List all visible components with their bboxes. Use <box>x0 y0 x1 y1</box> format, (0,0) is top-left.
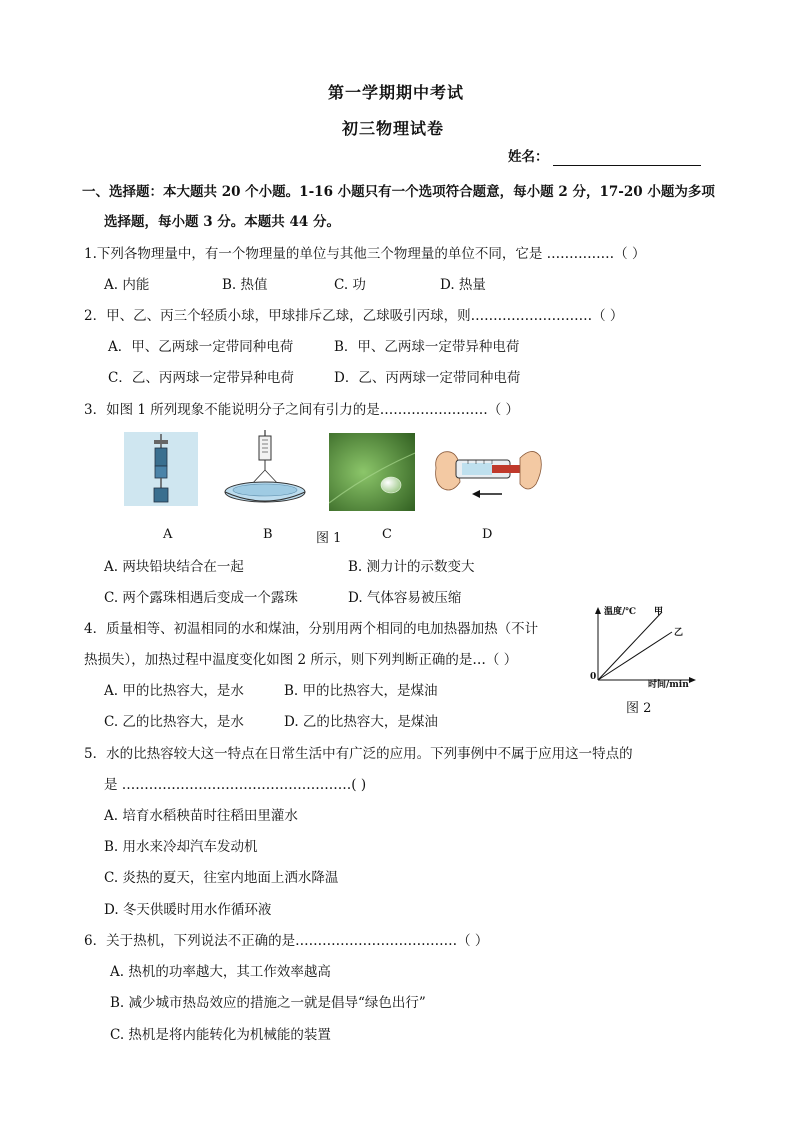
q6-option-c[interactable]: C. 热机是将内能转化为机械能的装置 <box>110 1027 331 1043</box>
section-heading-line1: 一、选择题：本大题共 20 个小题。1-16 小题只有一个选项符合题意，每小题 2 分，17-20 小题为多项 <box>82 184 715 200</box>
q2-option-d[interactable]: D．乙、丙两球一定带同种电荷 <box>334 370 521 386</box>
q1-option-b[interactable]: B. 热值 <box>222 277 268 293</box>
name-field[interactable] <box>508 148 701 166</box>
q3-stem: 3．如图 1 所列现象不能说明分子之间有引力的是……………………（ ） <box>84 402 520 418</box>
q3-figure-label-c: C <box>382 527 392 542</box>
q3-figure-d <box>432 438 544 506</box>
exam-subtitle: 初三物理试卷 <box>342 119 445 138</box>
line-yi <box>598 632 672 680</box>
q5-option-d[interactable]: D. 冬天供暖时用水作循环液 <box>104 902 272 918</box>
y-axis-arrow-icon <box>595 607 601 614</box>
q4-stem-line2: 热损失），加热过程中温度变化如图 2 所示，则下列判断正确的是…（ ） <box>84 652 518 668</box>
name-blank-line[interactable] <box>553 151 701 166</box>
q2-stem: 2．甲、乙、丙三个轻质小球，甲球排斥乙球，乙球吸引丙球，则………………………（ ） <box>84 308 624 324</box>
q4-option-a[interactable]: A. 甲的比热容大，是水 <box>104 683 244 699</box>
line-jia <box>598 612 662 680</box>
q4-graph-series-jia: 甲 <box>654 607 664 617</box>
x-axis-arrow-icon <box>689 677 696 683</box>
q6-stem: 6．关于热机，下列说法不正确的是………………………………（ ） <box>84 933 489 949</box>
q5-option-c[interactable]: C. 炎热的夏天，往室内地面上洒水降温 <box>104 870 339 886</box>
q4-graph-y-label: 温度/℃ <box>604 607 637 617</box>
q1-option-d[interactable]: D. 热量 <box>440 277 486 293</box>
q4-graph-series-yi: 乙 <box>674 628 684 638</box>
q3-option-b[interactable]: B. 测力计的示数变大 <box>348 559 475 575</box>
q4-graph-origin: 0 <box>590 672 597 682</box>
q4-option-c[interactable]: C. 乙的比热容大，是水 <box>104 714 244 730</box>
section-heading-line2: 选择题，每小题 3 分。本题共 44 分。 <box>104 214 340 230</box>
q4-graph-x-label: 时间/min <box>648 680 689 690</box>
q3-figure-c <box>329 433 415 511</box>
q2-option-a[interactable]: A．甲、乙两球一定带同种电荷 <box>108 339 294 355</box>
q3-option-c[interactable]: C. 两个露珠相遇后变成一个露珠 <box>104 590 298 606</box>
q4-option-b[interactable]: B. 甲的比热容大，是煤油 <box>284 683 438 699</box>
q3-figure-b <box>220 430 310 510</box>
q6-option-a[interactable]: A. 热机的功率越大，其工作效率越高 <box>110 964 331 980</box>
q3-figure-caption: 图 1 <box>316 531 342 546</box>
q1-option-a[interactable]: A. 内能 <box>104 277 150 293</box>
q3-figure-label-a: A <box>163 527 173 542</box>
q3-figure-label-b: B <box>263 527 273 542</box>
q3-figure-a <box>124 432 198 506</box>
q5-stem-line1: 5．水的比热容较大这一特点在日常生活中有广泛的应用。下列事例中不属于应用这一特点的 <box>84 746 633 762</box>
q4-stem-line1: 4．质量相等、初温相同的水和煤油，分别用两个相同的电加热器加热（不计 <box>84 621 539 637</box>
q1-option-c[interactable]: C. 功 <box>334 277 366 293</box>
q1-stem: 1.下列各物理量中，有一个物理量的单位与其他三个物理量的单位不同，它是 ……………（ ） <box>84 246 646 262</box>
q5-option-a[interactable]: A. 培育水稻秧苗时往稻田里灌水 <box>104 808 298 824</box>
q5-option-b[interactable]: B. 用水来冷却汽车发动机 <box>104 839 258 855</box>
name-label: 姓名： <box>508 149 549 165</box>
q4-option-d[interactable]: D. 乙的比热容大，是煤油 <box>284 714 438 730</box>
q3-option-a[interactable]: A. 两块铅块结合在一起 <box>104 559 244 575</box>
q3-figure-label-d: D <box>482 527 493 542</box>
q2-option-b[interactable]: B．甲、乙两球一定带异种电荷 <box>334 339 520 355</box>
q5-stem-line2: 是 ……………………………………………( ) <box>104 777 367 793</box>
q3-option-d[interactable]: D. 气体容易被压缩 <box>348 590 462 606</box>
q2-option-c[interactable]: C．乙、丙两球一定带异种电荷 <box>108 370 294 386</box>
q4-figure-2-caption: 图 2 <box>626 701 652 716</box>
q6-option-b[interactable]: B. 减少城市热岛效应的措施之一就是倡导“绿色出行” <box>110 995 426 1011</box>
exam-title: 第一学期期中考试 <box>328 83 465 102</box>
